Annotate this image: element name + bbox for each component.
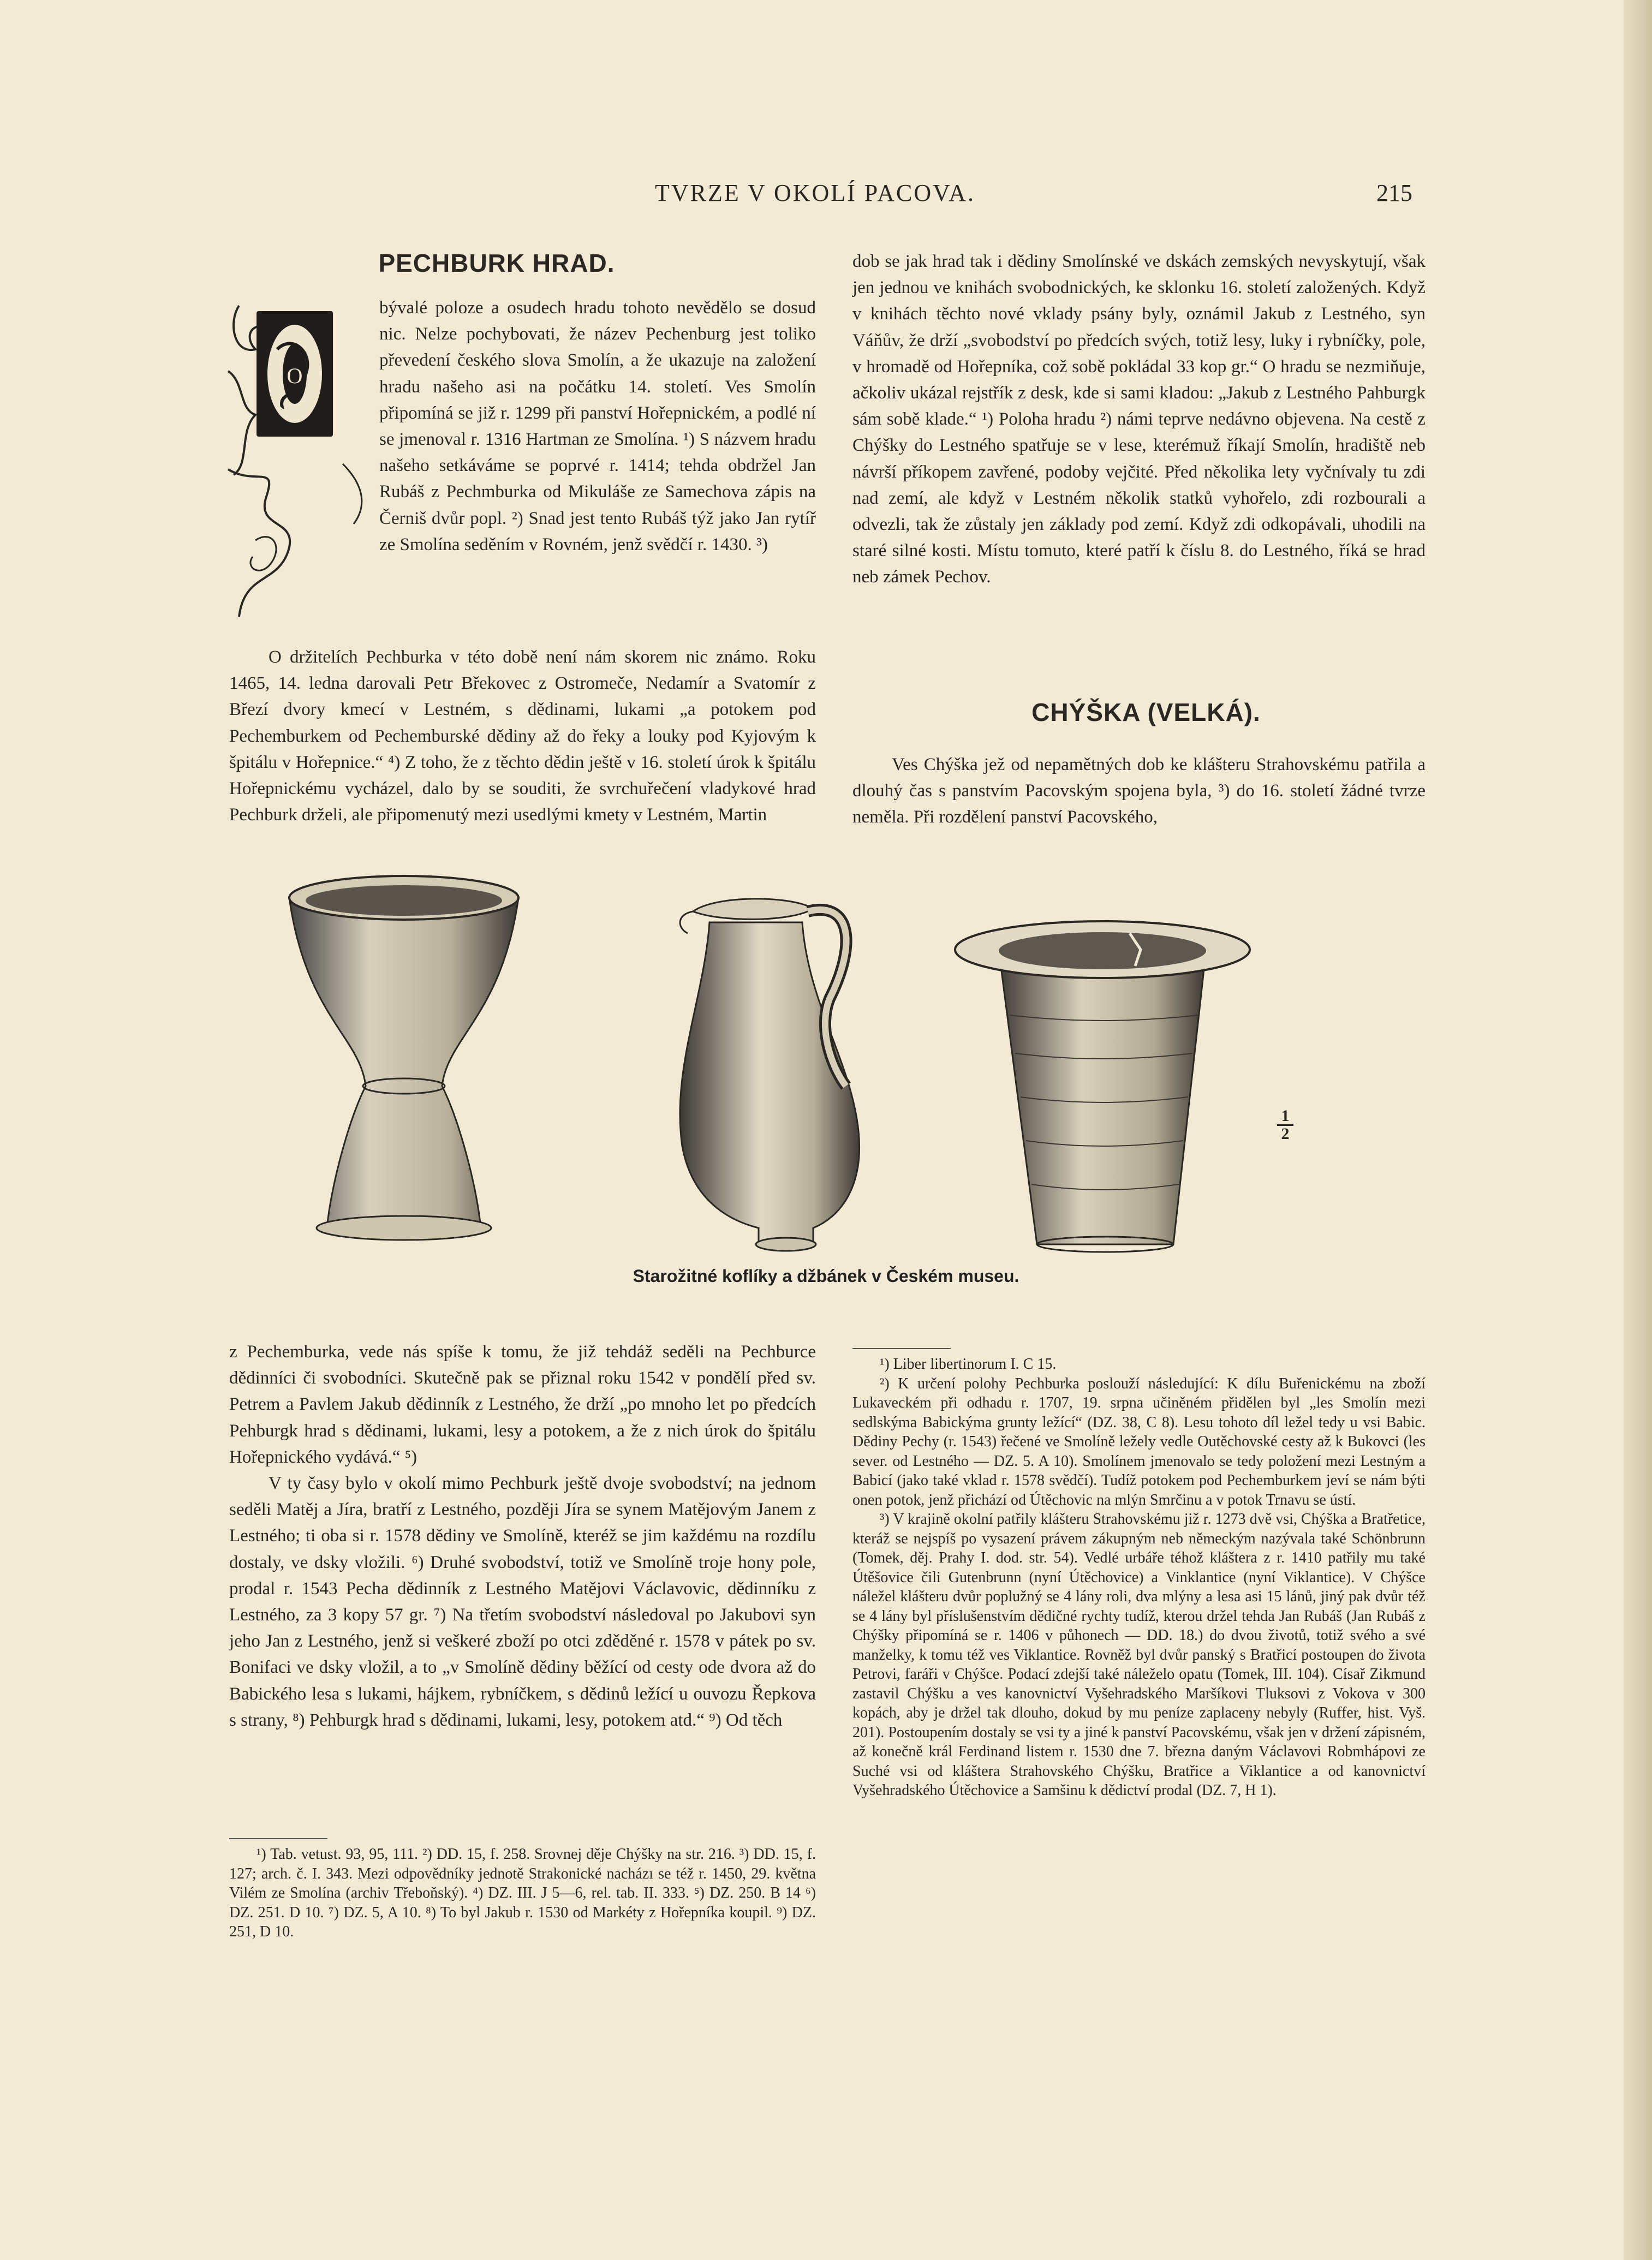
- footnote: ¹) Liber libertinorum I. C 15.: [880, 1356, 1057, 1373]
- scale-label: [1277, 1108, 1293, 1142]
- running-header: [0, 179, 1652, 212]
- left-footnotes: [229, 1845, 816, 1942]
- scale-numerator: 1: [1277, 1108, 1293, 1126]
- footnote: ³) V krajině okolní patřily klášteru Strahovskému již r. 1273 dvě vsi, Chýška a Bratřetice, kteráž se nejspíš po vysazení právem zákupným neb německým nazývala také Schönbrunn (Tomek, děj. Prahy I. dod. str. 54). Vedlé urbáře téhož kláštera z r. 1410 patřily mu také Útěšovice čili Gutenbrunn (nyní Útěchovice) a Vinklantice (nyní Viklantice). V Chýšce náležel klášteru dvůr poplužný se 4 lány roli, dva mlýny a lesa asi 15 lánů, jiný pak dvůr též se 4 lány byl příslušenstvím dědičné rychty tudíž, kterou držel tehda Jan Rubáš (Jan Rubáš z Chýšky připomíná se r. 1406 v půhonech — DD. 18.) do dvou životů, totiž svého a své manželky, k tomu též ves Viklantice. Rovněž byl dvůr panský s Bratřicí postoupen do života Petrovi, faráři v Chýšce. Podací zdejší také náleželo opatu (Tomek, III. 104). Císař Zikmund zastavil Chýšku a ves kanovnictví Vyšehradského Maršíkovi Tluksovi z Vokova v 300 kopách, aby je držel tak dlouho, dokud by mu peníze zaplaceny nebyly (Ruffer, hist. Vyš. 201). Postoupením dostaly se vsi ty a jiné k panství Pacovskému, však jen v držení zápisném, až konečně král Ferdinand listem r. 1530 dne 7. března daným Václavovi Robmhápovi ze Suché vsi od kláštera Strahovského Chýšku, Bratřice a Viklantice a od kanovnictví Vyšehradského Útěchovice a Samšinu k dědictví prodal (DZ. 7, H 1).: [852, 1511, 1426, 1799]
- right-column-mid: [852, 752, 1426, 831]
- left-column-top: [229, 295, 816, 828]
- figure-caption: Starožitné koflíky a džbánek v Českém museu.: [633, 1266, 1019, 1286]
- left-column-bottom: [229, 1339, 816, 1733]
- figure-jug-middle: [671, 890, 890, 1272]
- footnote: ²) K určení polohy Pechburka poslouží následující: K dílu Buřenickému na zboží Lukaveckém při odhadu r. 1707, 19. srpna učiněném přidělen byl „les Smolín mezi sedlskýma Babickýma grunty ležící“ (DZ. 38, C 8). Lesu tohoto díl ležel tedy u vsi Babic. Dědiny Pechy (r. 1543) řečené ve Smolíně ležely vedle Outěchovské cesty až k Bukovci (les sever. od Lestného — DZ. 5. A 10). Smolínem jmenovalo se tedy položení mezi Lestným a Babicí (jako také vklad r. 1578 svědčí). Tudíž potokem pod Pechemburkem jeví se nám býti onen potok, jenž přichází od Útěchovic na mlýn Smrčinu a v potok Trnavu se ústí.: [852, 1375, 1426, 1508]
- paragraph: z Pechemburka, vede nás spíše k tomu, že již tehdáž seděli na Pechburce dědinníci či svobodníci. Skutečně pak se přiznal roku 1542 v pondělí před sv. Petrem a Pavlem Jakub dědinník z Lestného, že drží „po mnoho let po předcích Pehburgk hrad s dědinami, lukami, lesy a potokem, a že z nich úrok do špitálu Hořepnického vydává.“ ⁵): [229, 1342, 816, 1467]
- scale-denominator: 2: [1281, 1125, 1290, 1143]
- paragraph: V ty časy bylo v okolí mimo Pechburk ještě dvoje svobodství; na jednom seděli Matěj a Jíra, bratří z Lestného, později Jíra se synem Matějovým Janem z Lestného; ti oba si r. 1578 dědiny ve Smolíně, kteréž se jim každému na rozdílu dostaly, ve dsky vložili. ⁶) Druhé svobodství, totiž ve Smolíně troje hony pole, prodal r. 1543 Pecha dědinník z Lestného Matějovi Václavovic, dědinníku z Lestného, za 3 kopy 57 gr. ⁷) Na třetím svobodství následoval po Jakubovi syn jeho Jan z Lestného, jenž si veškeré zboží po otci zděděné r. 1578 v pátek po sv. Bonifaci ve dsky vložil, a to „v Smolíně dědiny běžící od cesty ode dvora až do Babického lesa s lukami, hájkem, rybníčkem, s dědinů ležící u ouvozu Řepkova s strany, ⁸) Pehburgk hrad s dědinami, lukami, lesy, potokem atd.“ ⁹) Od těch: [229, 1474, 816, 1730]
- footnote-rule-left: [229, 1838, 327, 1839]
- initial-letter: O: [287, 363, 303, 388]
- figure-cup-right: [950, 917, 1255, 1266]
- binding-edge: [1624, 0, 1652, 2260]
- paragraph: Ves Chýška jež od nepamětných dob ke klášteru Strahovskému patřila a dlouhý čas s panstvím Pacovským spojena byla, ³) do 16. století žádné tvrze neměla. Při rozdělení panství Pacovského,: [852, 755, 1426, 827]
- page-number: 215: [1376, 180, 1412, 206]
- paragraph: O držitelích Pechburka v této době není nám skorem nic známo. Roku 1465, 14. ledna darovali Petr Břekovec z Ostromeče, Nedamír a Svatomír z Březí dvory kmecí v Lestném, s dědinami, lukami „a potokem pod Pechemburkem od Pechemburské dědiny až do řeky a louky pod Kyjovým k špitálu v Hořepnice.“ ⁴) Z toho, že z těchto dědin ještě v 16. století úrok k špitálu Hořepnickému vycházel, dalo by se souditi, že svrchuřečení vladykové hrad Pechburk drželi, ale připomenutý mezi usedlými kmety v Lestném, Martin: [229, 647, 816, 825]
- figure-cup-left: [284, 873, 524, 1255]
- section-heading-pechburk: PECHBURK HRAD.: [378, 249, 615, 277]
- paragraph: dob se jak hrad tak i dědiny Smolínské ve dskách zemských nevyskytují, však jen jednou ve knihách svobodnických, ke sklonku 16. století založených. Když v knihách těchto nové vklady psány byly, oznámil Jakub z Lestného, syn Váňův, že drží „svobodství po předcích svých, totiž lesy, luky i rybníčky, pole, v hromadě od Hořepníka, což sobě pokládal 33 kop gr.“ O hradu se nezmiňuje, ačkoliv ukázal rejstřík z desk, kde si sami kladou: „Jakub z Lestného Pahburgk sám sobě klade.“ ¹) Poloha hradu ²) námi teprve nedávno objevena. Na cestě z Chýšky do Lestného spatřuje se v lese, kterémuž říkají Smolín, hradiště neb návrší příkopem zavřené, podoby vejčité. Před několika lety vyčnívaly tu zdi nad zemí, ale když v Lestném několik statků vyhořelo, zdi rozbourali a odvezli, tak že zůstaly jen základy pod zemí. Když zdi odkopávali, uhodili na staré silné kosti. Místu tomuto, které patří k číslu 8. do Lestného, říká se hrad neb zámek Pechov.: [852, 252, 1426, 587]
- paragraph: bývalé poloze a osudech hradu tohoto nevědělo se dosud nic. Nelze pochybovati, že název Pechenburg jest toliko převedení českého slova Smolín, a že ukazuje na založení hradu našeho asi na počátku 14. století. Ves Smolín připomíná se již r. 1299 při panství Hořepnickém, a podlé ní se jmenoval r. 1316 Hartman ze Smolína. ¹) S názvem hradu našeho setkáváme se poprvé r. 1414; tehda obdržel Jan Rubáš z Pechmburka od Mikuláše ze Samechova zápis na Černiš dvůr popl. ²) Snad jest tento Rubáš týž jako Jan rytíř ze Smolína seděním v Rovném, jenž svědčí r. 1430. ³): [379, 298, 816, 554]
- footnote-rule-right: [852, 1348, 951, 1349]
- right-column-top: [852, 248, 1426, 591]
- running-title: TVRZE V OKOLÍ PACOVA.: [655, 180, 976, 206]
- right-footnotes: [852, 1355, 1426, 1800]
- footnote: ¹) Tab. vetust. 93, 95, 111. ²) DD. 15, f. 258. Srovnej děje Chýšky na str. 216. ³) DD. 15, f. 127; arch. č. I. 343. Mezi odpovědníky jednotě Strakonické nacházı se též r. 1450, 29. května Vilém ze Smolína (archiv Třeboňský). ⁴) DZ. III. J 5—6, rel. tab. II. 333. ⁵) DZ. 250. B 14 ⁶) DZ. 251. D 10. ⁷) DZ. 5, A 10. ⁸) To byl Jakub r. 1530 od Markéty z Hořepníka koupil. ⁹) DZ. 251, D 10.: [229, 1846, 816, 1940]
- section-heading-chyska: CHÝŠKA (VELKÁ).: [1031, 698, 1261, 726]
